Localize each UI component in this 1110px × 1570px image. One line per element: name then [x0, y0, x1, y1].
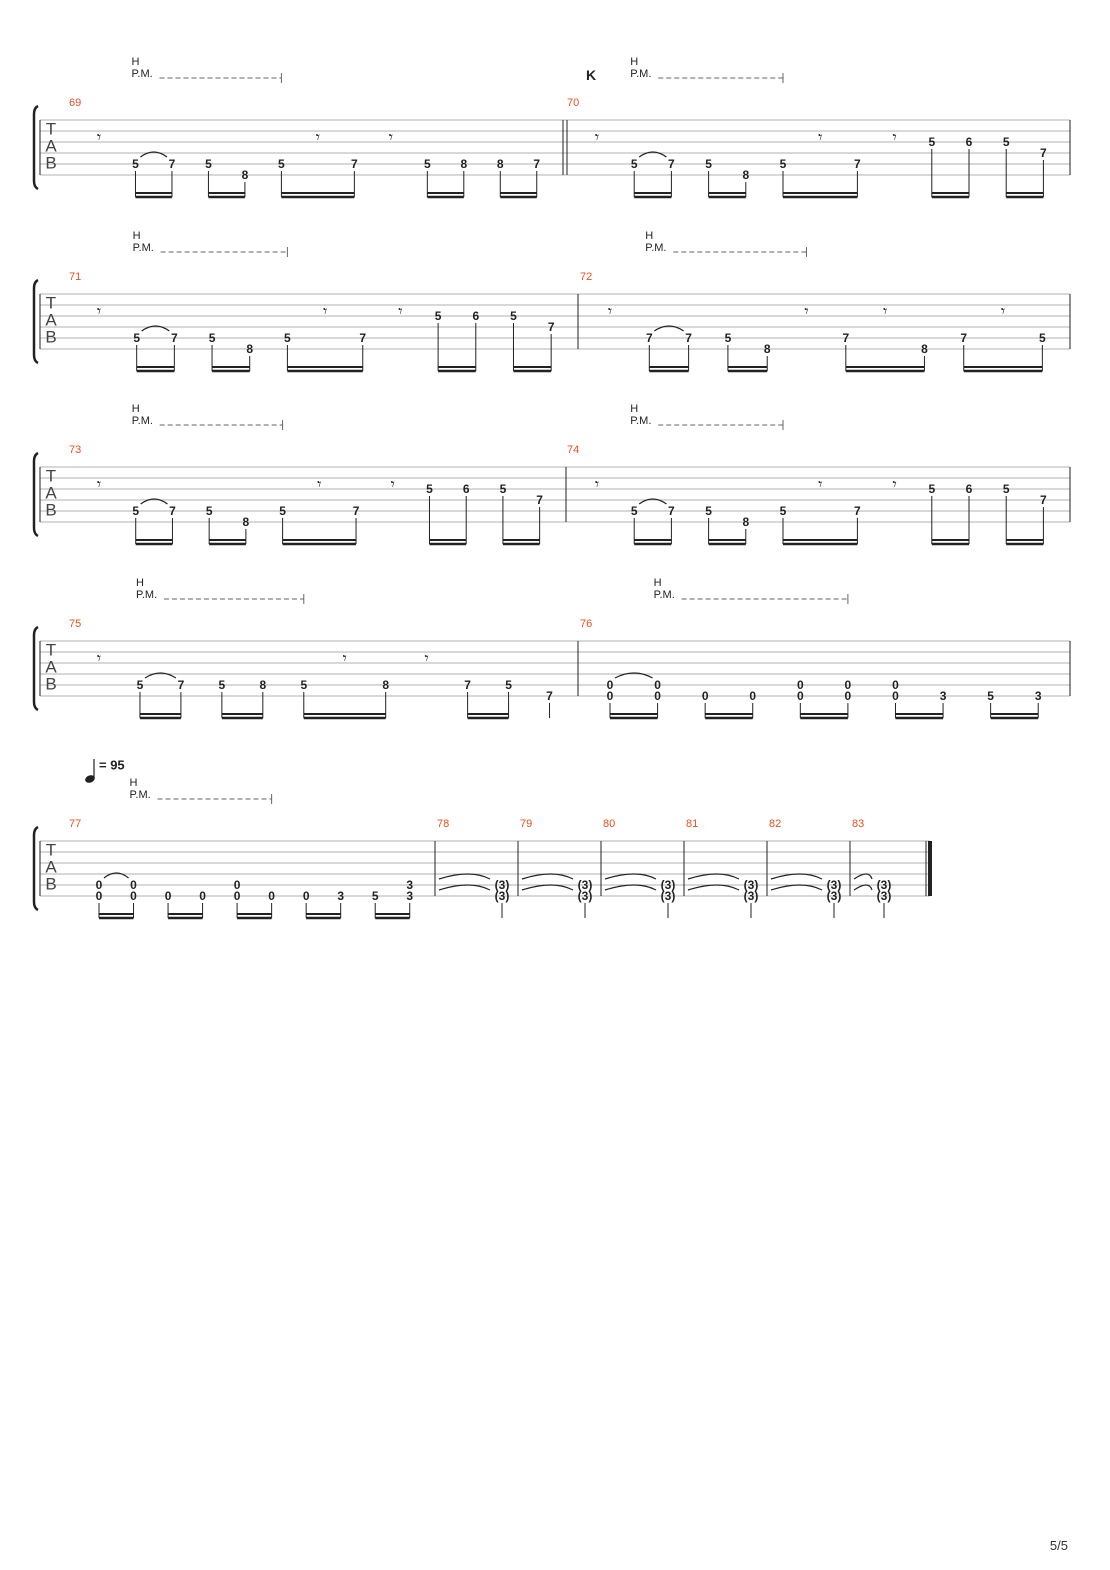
measure-number: 75	[69, 618, 82, 630]
fret-number: 7	[171, 331, 178, 345]
measure-number: 71	[69, 271, 82, 283]
fret-number: 7	[177, 678, 185, 692]
tie-arc	[854, 885, 872, 890]
fret-number: (3)	[743, 878, 759, 892]
fret-number: 0	[796, 689, 804, 703]
hammer-on-label: H	[630, 403, 639, 415]
tab-clef-letter: B	[45, 500, 57, 520]
fret-number: 0	[164, 889, 172, 903]
hammer-on-label: H	[630, 56, 639, 68]
fret-number: (3)	[743, 889, 759, 903]
fret-number: 7	[842, 331, 850, 345]
tab-clef-letter: T	[45, 840, 57, 860]
tie-arc	[522, 874, 573, 879]
hammer-on-label: H	[653, 577, 662, 589]
fret-number: 5	[1002, 482, 1010, 496]
rest-symbol: 𝄾	[818, 476, 823, 494]
fret-number: 7	[1040, 146, 1047, 160]
fret-number: 8	[742, 168, 750, 182]
fret-number: 0	[606, 689, 614, 703]
palm-mute-label: P.M.	[132, 242, 154, 254]
fret-number: 5	[218, 678, 226, 692]
fret-number: (3)	[876, 889, 892, 903]
fret-number: (3)	[660, 889, 676, 903]
rest-symbol: 𝄾	[594, 129, 600, 147]
fret-number: 8	[242, 515, 250, 529]
fret-number: 5	[928, 482, 936, 496]
rest-symbol: 𝄾	[96, 303, 102, 321]
rest-symbol: 𝄾	[424, 650, 429, 668]
system-bracket	[34, 827, 38, 910]
tab-clef-letter: T	[45, 640, 57, 660]
fret-number: 3	[337, 889, 345, 903]
fret-number: 7	[547, 320, 555, 334]
fret-number: 5	[208, 331, 216, 345]
tab-clef-letter: B	[45, 874, 57, 894]
fret-number: (3)	[494, 889, 510, 903]
fret-number: 5	[132, 504, 140, 518]
fret-number: 6	[462, 482, 470, 496]
fret-number: 7	[546, 689, 553, 703]
rest-symbol: 𝄾	[317, 476, 322, 494]
tab-clef-letter: B	[45, 153, 57, 173]
fret-number: 7	[854, 504, 861, 518]
fret-number: 7	[359, 331, 367, 345]
fret-number: 5	[630, 504, 638, 518]
rest-symbol: 𝄾	[892, 476, 897, 494]
rest-symbol: 𝄾	[96, 650, 102, 668]
section-marker: K	[585, 67, 597, 83]
fret-number: 0	[844, 689, 852, 703]
tie-arc	[771, 885, 822, 890]
rest-symbol: 𝄾	[342, 650, 347, 668]
fret-number: 7	[168, 157, 176, 171]
system-bracket	[34, 627, 38, 710]
measure-number: 78	[437, 818, 450, 830]
rest-symbol: 𝄾	[398, 303, 403, 321]
fret-number: 8	[382, 678, 390, 692]
rest-symbol: 𝄾	[607, 303, 613, 321]
tab-clef-letter: A	[45, 857, 57, 877]
measure-number: 82	[769, 818, 782, 830]
fret-number: 0	[844, 678, 852, 692]
fret-number: (3)	[876, 878, 892, 892]
hammer-on-label: H	[645, 230, 654, 242]
measure-number: 72	[580, 271, 593, 283]
fret-number: 6	[965, 135, 973, 149]
fret-number: 5	[284, 331, 291, 345]
fret-number: 0	[892, 689, 899, 703]
palm-mute-label: P.M.	[630, 415, 652, 427]
fret-number: 7	[533, 157, 541, 171]
fret-number: 8	[241, 168, 249, 182]
fret-number: (3)	[660, 878, 676, 892]
tab-clef-letter: A	[45, 483, 57, 503]
fret-number: 6	[965, 482, 973, 496]
fret-number: 5	[426, 482, 433, 496]
palm-mute-label: P.M.	[630, 68, 652, 80]
tie-arc	[771, 874, 822, 879]
rest-symbol: 𝄾	[1000, 303, 1006, 321]
fret-number: 0	[233, 889, 241, 903]
page-number: 5/5	[1049, 1538, 1068, 1553]
fret-number: 0	[268, 889, 275, 903]
measure-number: 76	[580, 618, 593, 630]
fret-number: 0	[796, 678, 804, 692]
fret-number: 8	[921, 342, 928, 356]
fret-number: 0	[130, 889, 137, 903]
measure-number: 80	[603, 818, 616, 830]
fret-number: 7	[352, 504, 360, 518]
fret-number: 5	[1002, 135, 1010, 149]
fret-number: 5	[505, 678, 512, 692]
fret-number: 3	[406, 889, 414, 903]
tab-clef-letter: T	[45, 293, 57, 313]
hammer-on-label: H	[132, 230, 141, 242]
fret-number: 0	[95, 889, 103, 903]
fret-number: 5	[510, 309, 517, 323]
fret-number: 8	[496, 157, 504, 171]
rest-symbol: 𝄾	[390, 476, 395, 494]
fret-number: (3)	[577, 878, 593, 892]
fret-number: 5	[499, 482, 507, 496]
fret-number: 5	[278, 157, 285, 171]
measure-number: 70	[567, 97, 580, 109]
fret-number: 6	[472, 309, 480, 323]
palm-mute-label: P.M.	[135, 589, 158, 601]
fret-number: 0	[892, 678, 899, 692]
hammer-on-label: H	[131, 403, 140, 415]
measure-number: 69	[69, 97, 82, 109]
fret-number: 5	[705, 157, 712, 171]
tie-arc	[688, 885, 739, 890]
palm-mute-label: P.M.	[129, 789, 151, 801]
fret-number: 5	[423, 157, 431, 171]
hammer-on-label: H	[135, 577, 144, 589]
fret-number: 7	[668, 504, 675, 518]
fret-number: 7	[960, 331, 968, 345]
measure-number: 73	[69, 444, 82, 456]
tie-arc	[605, 874, 656, 879]
rest-symbol: 𝄾	[315, 129, 321, 147]
tie-arc	[854, 874, 872, 879]
hammer-on-label: H	[129, 777, 138, 789]
fret-number: 5	[779, 504, 787, 518]
fret-number: 3	[939, 689, 947, 703]
fret-number: 5	[779, 157, 787, 171]
fret-number: 5	[928, 135, 936, 149]
tab-clef-letter: T	[45, 119, 57, 139]
fret-number: (3)	[826, 889, 842, 903]
fret-number: (3)	[826, 878, 842, 892]
fret-number: 8	[763, 342, 771, 356]
rest-symbol: 𝄾	[96, 476, 102, 494]
hammer-on-label: H	[131, 56, 140, 68]
tie-arc	[688, 874, 739, 879]
fret-number: 5	[724, 331, 732, 345]
fret-number: 0	[654, 678, 661, 692]
tie-arc	[439, 885, 490, 890]
fret-number: 5	[205, 157, 212, 171]
measure-number: 77	[69, 818, 82, 830]
tab-clef-letter: T	[45, 466, 57, 486]
palm-mute-label: P.M.	[131, 68, 153, 80]
fret-number: 7	[464, 678, 471, 692]
palm-mute-label: P.M.	[645, 242, 667, 254]
tab-clef-letter: A	[45, 310, 57, 330]
fret-number: 0	[606, 678, 614, 692]
fret-number: 0	[95, 878, 103, 892]
fret-number: 5	[987, 689, 994, 703]
rest-symbol: 𝄾	[804, 303, 809, 321]
system-bracket	[34, 280, 38, 363]
system-bracket	[34, 106, 38, 189]
fret-number: 8	[259, 678, 267, 692]
fret-number: 8	[246, 342, 254, 356]
tab-clef-letter: B	[45, 674, 57, 694]
fret-number: 7	[169, 504, 176, 518]
tie-arc	[605, 885, 656, 890]
fret-number: 5	[300, 678, 308, 692]
system-bracket	[34, 453, 38, 536]
fret-number: 7	[645, 331, 653, 345]
palm-mute-label: P.M.	[131, 415, 153, 427]
fret-number: 0	[130, 878, 137, 892]
fret-number: (3)	[577, 889, 593, 903]
measure-number: 83	[852, 818, 865, 830]
fret-number: 5	[1039, 331, 1046, 345]
tie-arc	[522, 885, 573, 890]
fret-number: 7	[1040, 493, 1047, 507]
fret-number: 3	[406, 878, 414, 892]
measure-number: 74	[567, 444, 580, 456]
fret-number: 5	[205, 504, 213, 518]
fret-number: 0	[233, 878, 241, 892]
fret-number: (3)	[494, 878, 510, 892]
measure-number: 81	[686, 818, 699, 830]
fret-number: 5	[705, 504, 712, 518]
fret-number: 8	[460, 157, 468, 171]
rest-symbol: 𝄾	[594, 476, 600, 494]
fret-number: 0	[701, 689, 709, 703]
rest-symbol: 𝄾	[96, 129, 102, 147]
palm-mute-label: P.M.	[653, 589, 675, 601]
measure-number: 79	[520, 818, 533, 830]
tab-clef-letter: A	[45, 136, 57, 156]
fret-number: 0	[654, 689, 661, 703]
rest-symbol: 𝄾	[322, 303, 328, 321]
fret-number: 0	[302, 889, 310, 903]
fret-number: 5	[132, 157, 139, 171]
fret-number: 5	[279, 504, 286, 518]
fret-number: 5	[136, 678, 144, 692]
rest-symbol: 𝄾	[882, 303, 888, 321]
fret-number: 8	[742, 515, 750, 529]
fret-number: 7	[351, 157, 358, 171]
fret-number: 5	[630, 157, 638, 171]
rest-symbol: 𝄾	[388, 129, 393, 147]
rest-symbol: 𝄾	[892, 129, 897, 147]
fret-number: 7	[668, 157, 675, 171]
tie-arc	[439, 874, 490, 879]
fret-number: 7	[854, 157, 861, 171]
fret-number: 3	[1034, 689, 1042, 703]
rest-symbol: 𝄾	[818, 129, 823, 147]
tempo-marking: = 95	[99, 757, 125, 773]
fret-number: 7	[685, 331, 692, 345]
fret-number: 0	[199, 889, 206, 903]
tab-clef-letter: B	[45, 327, 57, 347]
fret-number: 0	[749, 689, 757, 703]
fret-number: 5	[434, 309, 442, 323]
fret-number: 7	[536, 493, 543, 507]
fret-number: 5	[133, 331, 141, 345]
tab-clef-letter: A	[45, 657, 57, 677]
fret-number: 5	[371, 889, 379, 903]
